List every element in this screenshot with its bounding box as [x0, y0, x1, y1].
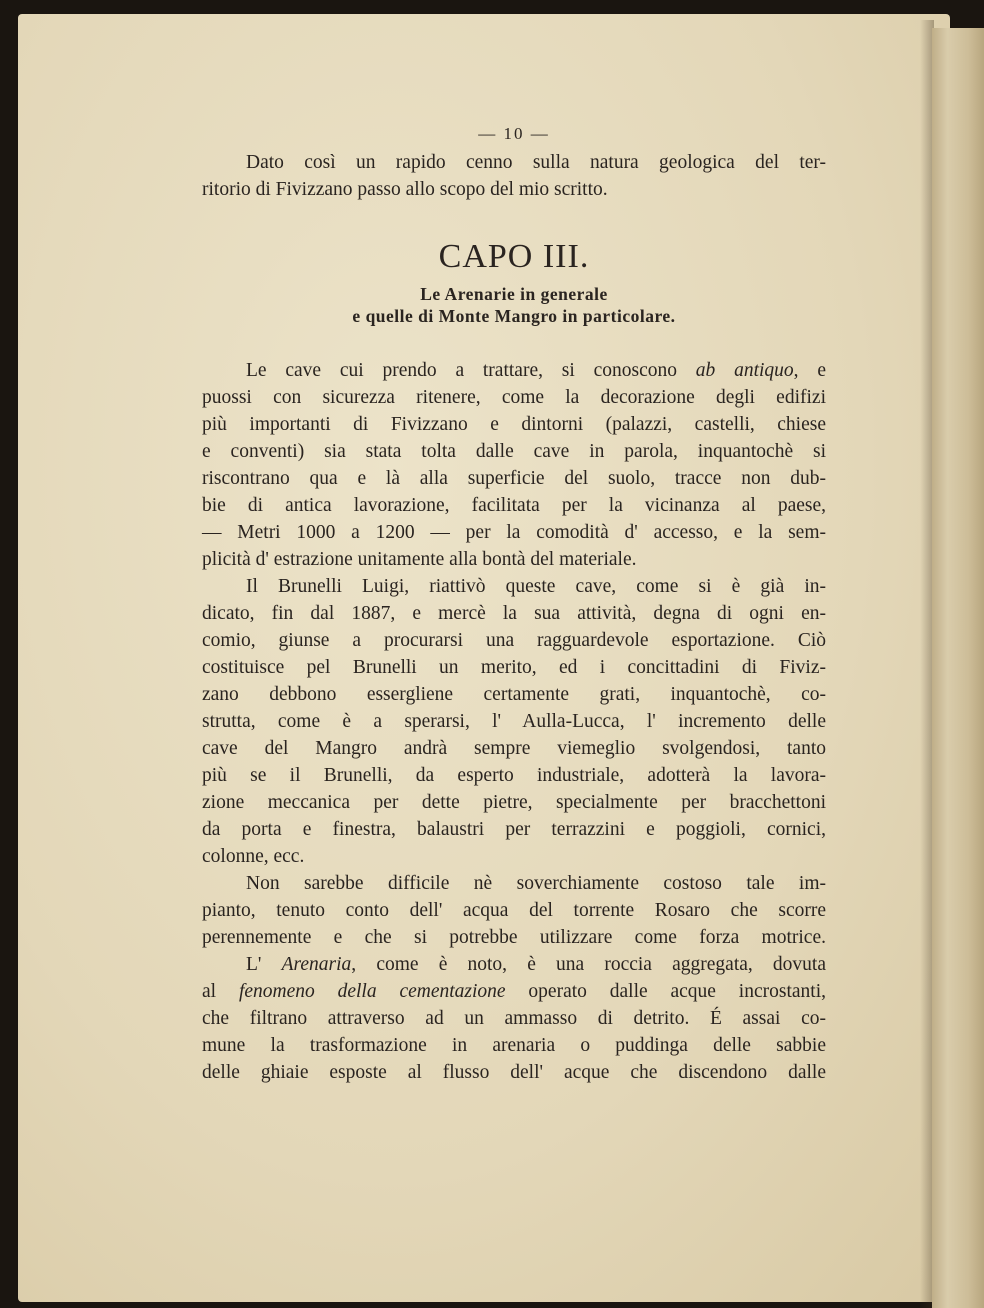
text-line: bie di antica lavorazione, facilitata per la vicinanza al paese, [202, 495, 826, 516]
page-text [202, 120, 826, 1086]
text-line: Il Brunelli Luigi, riattivò queste cave, come si è già in- [246, 576, 826, 597]
text-line: perennemente e che si potrebbe utilizzare come forza motrice. [202, 927, 826, 948]
paragraph [202, 951, 826, 1086]
intro-line: Dato così un rapido cenno sulla natura geologica del ter- [246, 152, 826, 173]
text-line: al fenomeno della cementazione operato dalle acque incrostanti, [202, 981, 827, 1002]
text-line: dicato, fin dal 1887, e mercè la sua attività, degna di ogni en- [202, 603, 826, 624]
text-line: — Metri 1000 a 1200 — per la comodità d' accesso, e la sem- [202, 522, 826, 543]
text-line: zione meccanica per dette pietre, specialmente per bracchettoni [202, 792, 826, 813]
chapter-title: CAPO III. [438, 238, 590, 275]
text-line: L' Arenaria, come è noto, è una roccia aggregata, dovuta [246, 954, 826, 975]
paragraph [202, 870, 826, 951]
text-line: puossi con sicurezza ritenere, come la decorazione degli edifizi [202, 387, 826, 408]
subtitle-line: e quelle di Monte Mangro in particolare. [352, 306, 676, 326]
text-line: delle ghiaie esposte al flusso dell' acque che discendono dalle [202, 1062, 826, 1083]
text-line: mune la trasformazione in arenaria o puddinga delle sabbie [202, 1035, 826, 1056]
text-line: da porta e finestra, balaustri per terrazzini e poggioli, cornici, [202, 819, 826, 840]
text-line: strutta, come è a sperarsi, l' Aulla-Lucca, l' incremento delle [202, 711, 826, 732]
text-line: zano debbono essergliene certamente grati, inquantochè, co- [202, 684, 826, 705]
text-line: e conventi) sia stata tolta dalle cave in parola, inquantochè si [202, 441, 826, 462]
text-line: plicità d' estrazione unitamente alla bontà del materiale. [202, 549, 637, 570]
text-line: colonne, ecc. [202, 846, 305, 867]
text-line: più importanti di Fivizzano e dintorni (palazzi, castelli, chiese [202, 414, 826, 435]
paragraph [202, 573, 826, 870]
paragraph [202, 357, 826, 573]
page-number: — 10 — [478, 124, 550, 143]
intro-line: ritorio di Fivizzano passo allo scopo del mio scritto. [202, 179, 608, 200]
text-line: riscontrano qua e là alla superficie del suolo, tracce non dub- [202, 468, 826, 489]
text-line: più se il Brunelli, da esperto industriale, adotterà la lavora- [202, 765, 826, 786]
next-page-edge [932, 28, 984, 1308]
text-line: costituisce pel Brunelli un merito, ed i concittadini di Fiviz- [202, 657, 826, 678]
text-line: che filtrano attraverso ad un ammasso di detrito. É assai co- [202, 1008, 826, 1029]
chapter-subtitle [202, 283, 826, 327]
subtitle-line: Le Arenarie in generale [420, 284, 608, 304]
text-line: pianto, tenuto conto dell' acqua del torrente Rosaro che scorre [202, 900, 826, 921]
text-line: Non sarebbe difficile nè soverchiamente costoso tale im- [246, 873, 826, 894]
text-line: Le cave cui prendo a trattare, si conoscono ab antiquo, e [246, 360, 826, 381]
text-line: comio, giunse a procurarsi una ragguardevole esportazione. Ciò [202, 630, 826, 651]
text-line: cave del Mangro andrà sempre viemeglio svolgendosi, tanto [202, 738, 826, 759]
